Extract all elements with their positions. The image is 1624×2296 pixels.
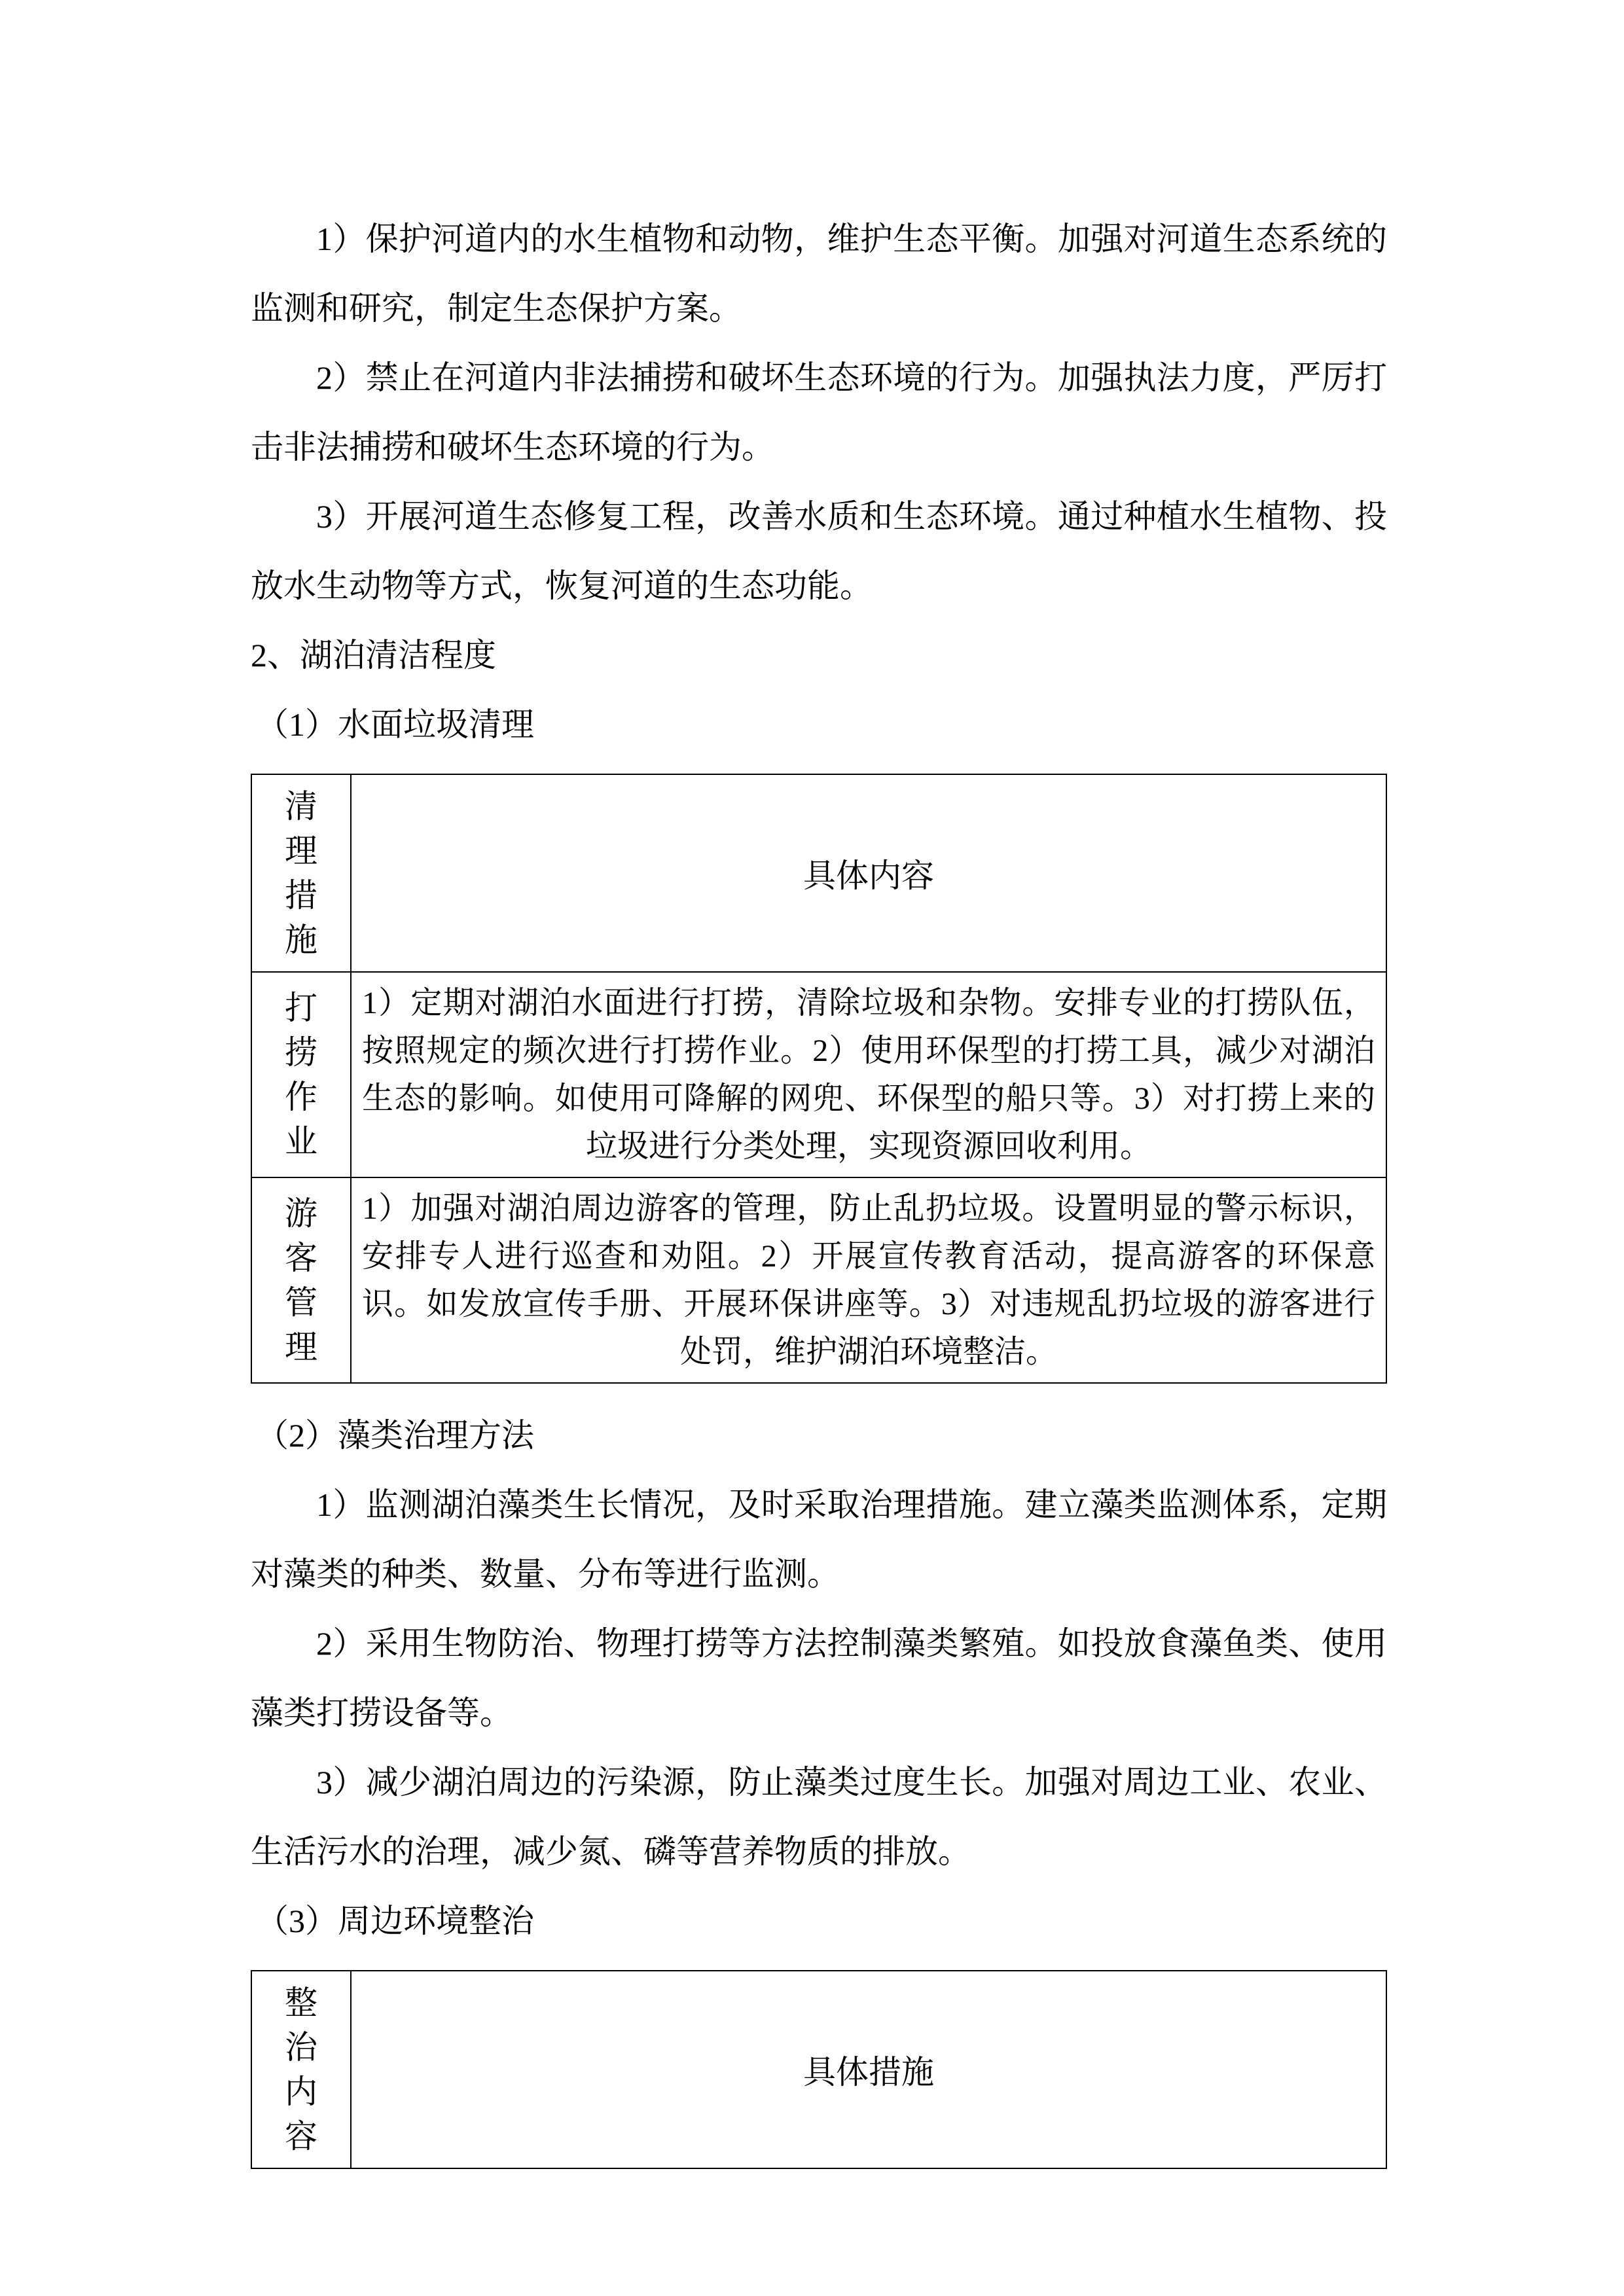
measure-label-salvage: 打捞作业 xyxy=(251,972,351,1177)
environment-improvement-table xyxy=(251,1970,1387,2169)
table-header-row xyxy=(251,1971,1386,2168)
table-row-visitor-management xyxy=(251,1177,1386,1383)
table-row-salvage-operation xyxy=(251,972,1386,1177)
surface-cleaning-table xyxy=(251,774,1387,1384)
measure-content-salvage: 1）定期对湖泊水面进行打捞，清除垃圾和杂物。安排专业的打捞队伍，按照规定的频次进行打捞作业。2）使用环保型的打捞工具，减少对湖泊生态的影响。如使用可降解的网兜、环保型的船只等。3）对打捞上来的垃圾进行分类处理，实现资源回收利用。 xyxy=(351,972,1386,1177)
subheading-surface-garbage-cleaning: （1）水面垃圾清理 xyxy=(256,706,534,743)
paragraph-river-3: 3）开展河道生态修复工程，改善水质和生态环境。通过种植水生植物、投放水生动物等方式，恢复河道的生态功能。 xyxy=(251,498,1387,604)
table-header-measure-column: 清理措施 xyxy=(251,774,351,972)
measure-content-visitor: 1）加强对湖泊周边游客的管理，防止乱扔垃圾。设置明显的警示标识，安排专人进行巡查和劝阻。2）开展宣传教育活动，提高游客的环保意识。如发放宣传手册、开展环保讲座等。3）对违规乱扔垃圾的游客进行处罚，维护湖泊环境整洁。 xyxy=(351,1177,1386,1383)
paragraph-algae-3: 3）减少湖泊周边的污染源，防止藻类过度生长。加强对周边工业、农业、生活污水的治理，减少氮、磷等营养物质的排放。 xyxy=(251,1764,1387,1870)
subheading-algae-treatment: （2）藻类治理方法 xyxy=(256,1417,534,1454)
paragraph-river-2: 2）禁止在河道内非法捕捞和破坏生态环境的行为。加强执法力度，严厉打击非法捕捞和破坏生态环境的行为。 xyxy=(251,359,1387,465)
paragraph-river-1: 1）保护河道内的水生植物和动物，维护生态平衡。加强对河道生态系统的监测和研究，制定生态保护方案。 xyxy=(251,221,1387,327)
subheading-surrounding-environment: （3）周边环境整治 xyxy=(256,1903,534,1939)
section-heading-lake-cleaning: 2、湖泊清洁程度 xyxy=(251,637,496,673)
measure-label-visitor: 游客管理 xyxy=(251,1177,351,1383)
table-header-measures-column: 具体措施 xyxy=(351,1971,1386,2168)
table-header-improvement-column: 整治内容 xyxy=(251,1971,351,2168)
paragraph-algae-1: 1）监测湖泊藻类生长情况，及时采取治理措施。建立藻类监测体系，定期对藻类的种类、数量、分布等进行监测。 xyxy=(251,1486,1387,1592)
table-header-content-column: 具体内容 xyxy=(351,774,1386,972)
table-header-row xyxy=(251,774,1386,972)
paragraph-algae-2: 2）采用生物防治、物理打捞等方法控制藻类繁殖。如投放食藻鱼类、使用藻类打捞设备等。 xyxy=(251,1625,1387,1731)
